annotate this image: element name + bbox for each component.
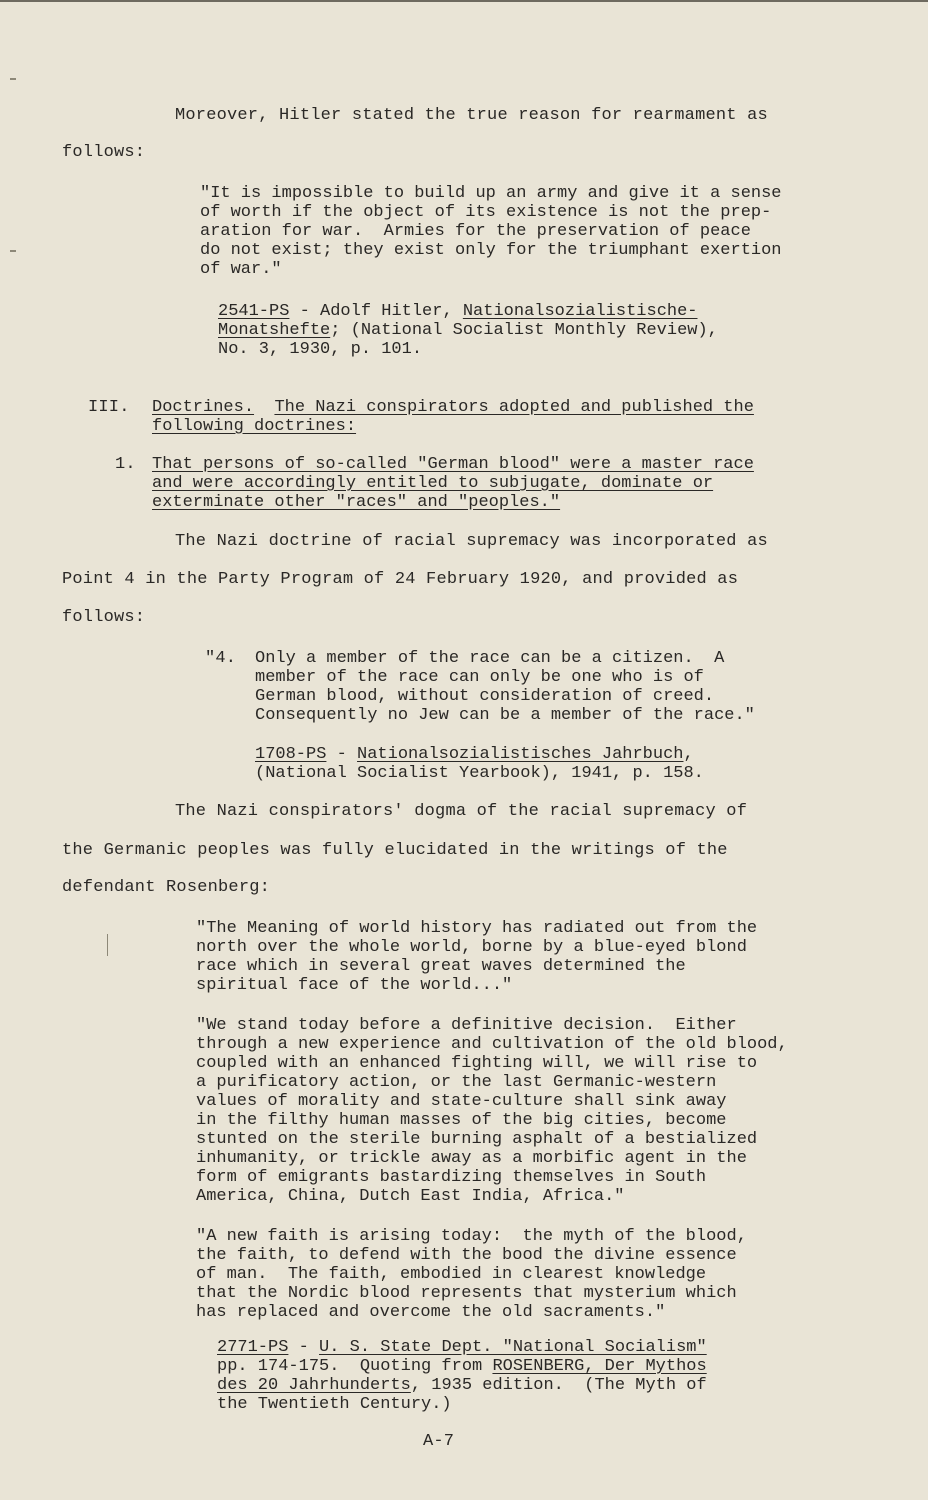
- quote-line: north over the whole world, borne by a blue-eyed blond: [196, 938, 747, 957]
- quote-line: America, China, Dutch East India, Africa.": [196, 1187, 625, 1206]
- margin-mark: [10, 78, 16, 80]
- quote-line: inhumanity, or trickle away as a morbific agent in the: [196, 1149, 747, 1168]
- quote-line: coupled with an enhanced fighting will, we will rise to: [196, 1054, 758, 1073]
- intro-line: Moreover, Hitler stated the true reason for rearmament as: [175, 106, 768, 125]
- quote-line: of man. The faith, embodied in clearest knowledge: [196, 1265, 707, 1284]
- citation-text: , 1935 edition. (The Myth of: [410, 1376, 707, 1395]
- section-number: III.: [88, 398, 130, 417]
- citation-text: -: [326, 745, 358, 764]
- citation-text: ,: [683, 745, 694, 764]
- citation-1708-ps: [255, 745, 704, 783]
- citation-title: Nationalsozialistisches Jahrbuch: [357, 745, 684, 764]
- quote-line: that the Nordic blood represents that mysterium which: [196, 1284, 737, 1303]
- quote-line: "We stand today before a definitive decision. Either: [196, 1016, 737, 1035]
- quote-line: race which in several great waves determined the: [196, 957, 686, 976]
- item-number: 1.: [115, 455, 136, 474]
- quote-party-program: [255, 649, 755, 725]
- quote-line: in the filthy human masses of the big cities, become: [196, 1111, 727, 1130]
- quote-rosenberg-1: [196, 919, 757, 995]
- quote-line: Consequently no Jew can be a member of the race.": [255, 706, 755, 725]
- quote-line: aration for war. Armies for the preservation of peace: [200, 222, 751, 241]
- quote-line: of war.": [200, 260, 282, 279]
- quote-line: Only a member of the race can be a citizen. A: [255, 649, 725, 668]
- quote-line: do not exist; they exist only for the triumphant exertion: [200, 241, 782, 260]
- quote-line: "A new faith is arising today: the myth of the blood,: [196, 1227, 747, 1246]
- quote-line: "It is impossible to build up an army and give it a sense: [200, 184, 782, 203]
- citation-text: -: [288, 1338, 320, 1357]
- citation-text: (National Socialist Yearbook), 1941, p. 158.: [255, 764, 704, 783]
- quote-line: has replaced and overcome the old sacraments.": [196, 1303, 666, 1322]
- citation-text: No. 3, 1930, p. 101.: [218, 340, 423, 359]
- paragraph-line: the Germanic peoples was fully elucidated in the writings of the: [62, 841, 728, 860]
- quote-line: German blood, without consideration of creed.: [255, 687, 715, 706]
- paragraph-line: Point 4 in the Party Program of 24 February 1920, and provided as: [62, 570, 739, 589]
- quote-hitler: [200, 184, 782, 279]
- section-title: Doctrines.: [152, 398, 255, 417]
- paragraph-line: follows:: [62, 608, 146, 627]
- quote-rosenberg-2: [196, 1016, 788, 1206]
- doctrine-line: and were accordingly entitled to subjugate, dominate or: [152, 474, 714, 493]
- doctrine-item: [152, 455, 754, 512]
- margin-mark: [107, 934, 108, 956]
- citation-title: Nationalsozialistische-: [462, 302, 698, 321]
- quote-line: a purificatory action, or the last Germanic-western: [196, 1073, 717, 1092]
- paragraph-line: The Nazi conspirators' dogma of the racial supremacy of: [175, 802, 748, 821]
- doctrine-line: exterminate other "races" and "peoples.": [152, 493, 561, 512]
- doctrine-line: That persons of so-called "German blood" were a master race: [152, 455, 754, 474]
- citation-title: des 20 Jahrhunderts: [217, 1376, 411, 1395]
- citation-2541-ps: [218, 302, 718, 359]
- paragraph-line: The Nazi doctrine of racial supremacy was incorporated as: [175, 532, 768, 551]
- intro-line: follows:: [62, 143, 146, 162]
- quote-line: "The Meaning of world history has radiated out from the: [196, 919, 758, 938]
- paragraph-line: defendant Rosenberg:: [62, 878, 271, 897]
- citation-title: U. S. State Dept. "National Socialism": [319, 1338, 707, 1357]
- section-text: The Nazi conspirators adopted and published the: [274, 398, 754, 417]
- citation-doc-id: 1708-PS: [255, 745, 327, 764]
- margin-mark: [10, 250, 16, 252]
- citation-2771-ps: [217, 1338, 707, 1414]
- quote-line: of worth if the object of its existence is not the prep-: [200, 203, 772, 222]
- quote-line: member of the race can only be one who is of: [255, 668, 704, 687]
- quote-rosenberg-3: [196, 1227, 747, 1322]
- quote-line: spiritual face of the world...": [196, 976, 513, 995]
- citation-text: the Twentieth Century.): [217, 1395, 452, 1414]
- quote-number: "4.: [205, 649, 237, 668]
- quote-line: form of emigrants bastardizing themselves in South: [196, 1168, 707, 1187]
- citation-doc-id: 2541-PS: [218, 302, 290, 321]
- citation-doc-id: 2771-PS: [217, 1338, 289, 1357]
- top-edge-line: [0, 0, 928, 2]
- quote-line: stunted on the sterile burning asphalt of a bestialized: [196, 1130, 758, 1149]
- section-text: following doctrines:: [152, 417, 357, 436]
- citation-text: ; (National Socialist Monthly Review),: [330, 321, 718, 340]
- quote-line: values of morality and state-culture shall sink away: [196, 1092, 727, 1111]
- section-heading: [152, 398, 754, 436]
- quote-line: through a new experience and cultivation of the old blood,: [196, 1035, 788, 1054]
- citation-title: Monatshefte: [218, 321, 331, 340]
- citation-title: ROSENBERG, Der Mythos: [492, 1357, 707, 1376]
- citation-text: pp. 174-175. Quoting from: [217, 1357, 493, 1376]
- quote-line: the faith, to defend with the bood the divine essence: [196, 1246, 737, 1265]
- page-number: A-7: [423, 1432, 455, 1451]
- citation-text: - Adolf Hitler,: [289, 302, 463, 321]
